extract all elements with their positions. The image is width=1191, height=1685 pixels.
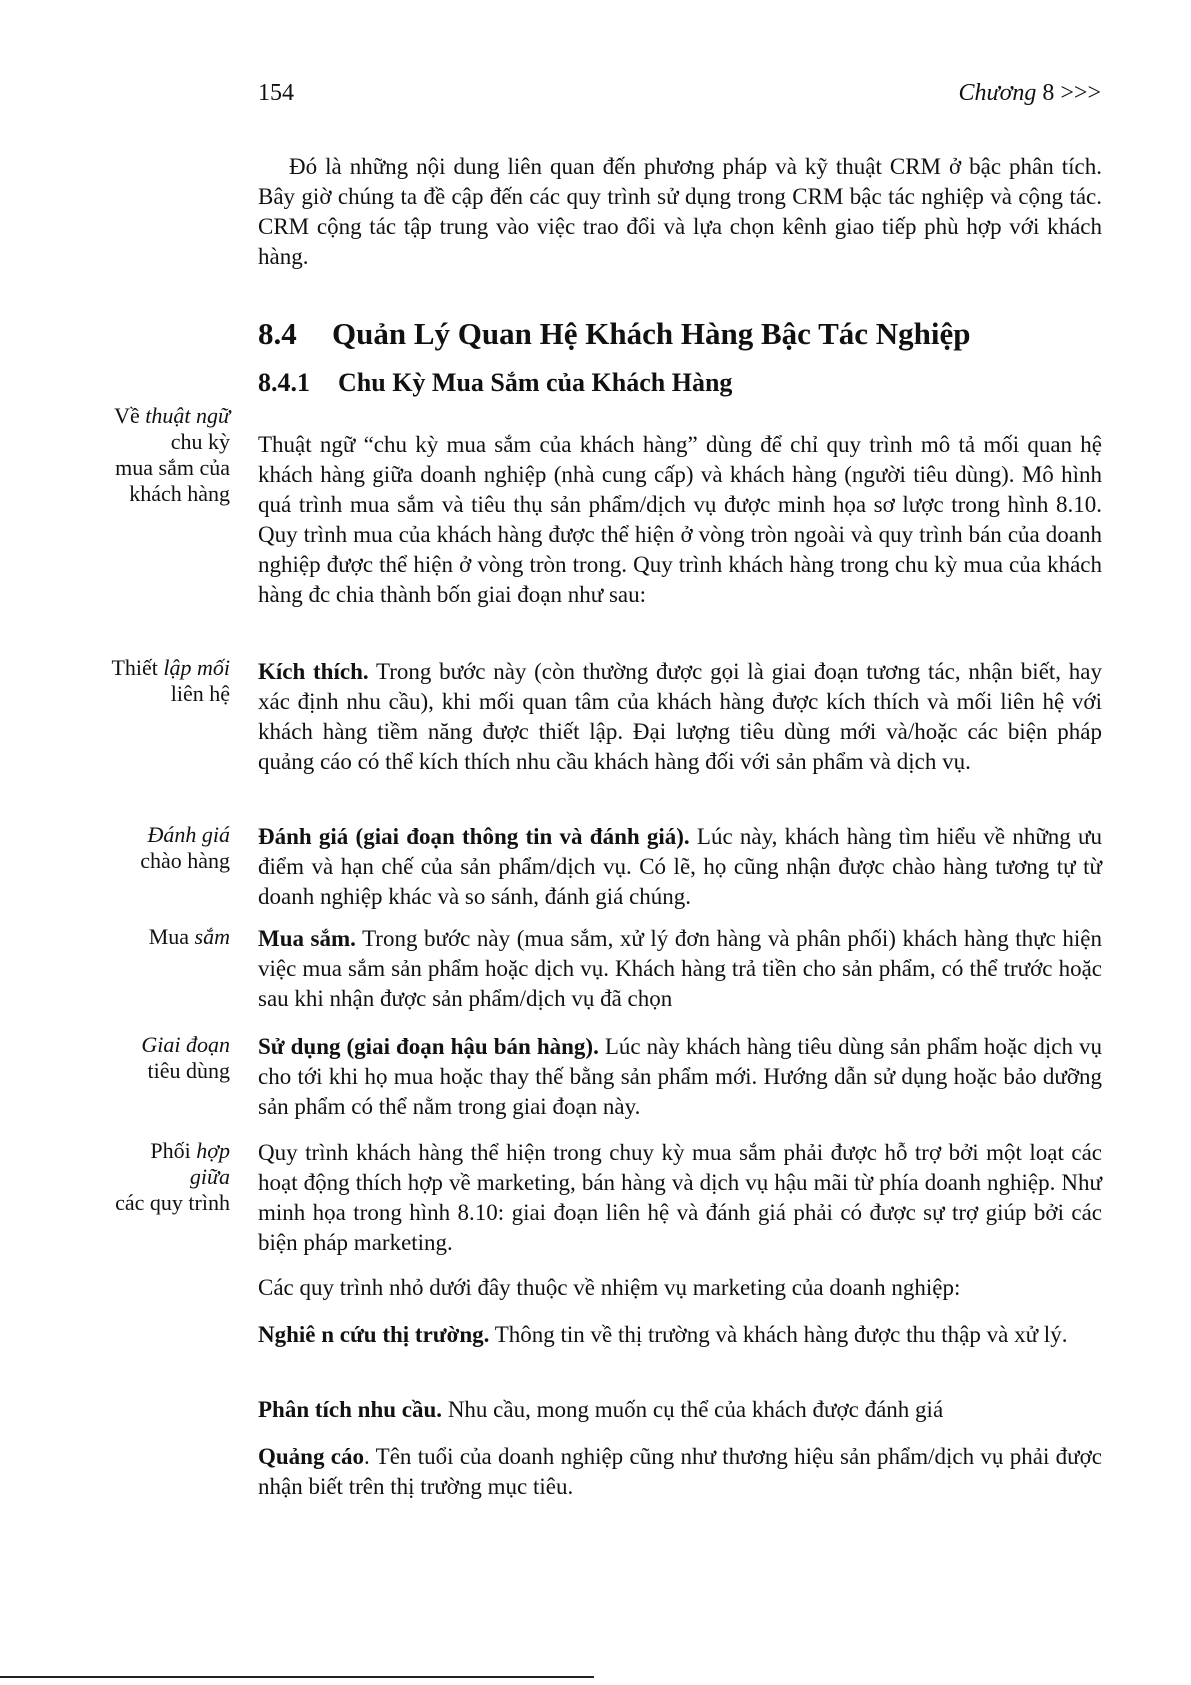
margin-note-text: Giai đoạn bbox=[141, 1032, 230, 1057]
paragraph-needs bbox=[258, 1395, 1102, 1425]
paragraph-research bbox=[258, 1320, 1102, 1350]
paragraph-text: Lúc này, khách hàng tìm hiểu về những ưu điểm và hạn chế của sản phẩm/dịch vụ. Có lẽ, họ cũng nhận được chào hàng tương tự từ doanh nghiệp khác và so sánh, đánh giá chúng. bbox=[258, 824, 1102, 909]
section-number: 8.4 bbox=[258, 316, 297, 351]
paragraph-text: Thuật ngữ “chu kỳ mua sắm của khách hàng” dùng để chỉ quy trình mô tả mối quan hệ khách hàng giữa doanh nghiệp (nhà cung cấp) và khách hàng (người tiêu dùng). Mô hình quá trình mua sắm và tiêu thụ sản phẩm/dịch vụ được minh họa sơ lược trong hình 8.10. Quy trình mua của khách hàng được thể hiện ở vòng tròn ngoài và quy trình bán của doanh nghiệp được thể hiện ở vòng tròn trong. Quy trình khách hàng trong chu kỳ mua của khách hàng đc chia thành bốn giai đoạn như sau: bbox=[258, 432, 1102, 607]
paragraph-purchase bbox=[258, 924, 1102, 1014]
paragraph-lead: Kích thích. bbox=[258, 659, 369, 684]
running-header bbox=[958, 80, 1101, 107]
paragraph-evaluate bbox=[258, 822, 1102, 912]
paragraph-stimulate bbox=[258, 657, 1102, 777]
paragraph-text: Các quy trình nhỏ dưới đây thuộc về nhiệm vụ marketing của doanh nghiệp: bbox=[258, 1275, 961, 1300]
paragraph-subprocesses bbox=[258, 1273, 1102, 1303]
margin-note-coordination bbox=[80, 1138, 230, 1216]
chapter-number: 8 bbox=[1042, 80, 1055, 106]
margin-note-text: các quy trình bbox=[115, 1190, 230, 1215]
paragraph-use bbox=[258, 1032, 1102, 1122]
paragraph-text: Thông tin về thị trường và khách hàng được thu thập và xử lý. bbox=[489, 1322, 1068, 1347]
paragraph-text: Nhu cầu, mong muốn cụ thể của khách được đánh giá bbox=[442, 1397, 944, 1422]
paragraph-text: Quy trình khách hàng thể hiện trong chuy kỳ mua sắm phải được hỗ trợ bởi một loạt các hoạt động thích hợp về marketing, bán hàng và dịch vụ hậu mãi từ phía doanh nghiệp. Như minh họa trong hình 8.10: giai đoạn liên hệ và đánh giá phải có được sự trợ giúp bởi các biện pháp marketing. bbox=[258, 1140, 1102, 1255]
margin-note-text: liên hệ bbox=[170, 681, 230, 706]
section-title: Quản Lý Quan Hệ Khách Hàng Bậc Tác Nghiệp bbox=[332, 316, 971, 351]
subsection-title: Chu Kỳ Mua Sắm của Khách Hàng bbox=[338, 368, 733, 397]
intro-paragraph: Đó là những nội dung liên quan đến phương pháp và kỹ thuật CRM ở bậc phân tích. Bây giờ chúng ta đề cập đến các quy trình sử dụng trong CRM bậc tác nghiệp và cộng tác. CRM cộng tác tập trung vào việc trao đổi và lựa chọn kênh giao tiếp phù hợp với khách hàng. bbox=[258, 154, 1102, 269]
paragraph-ads bbox=[258, 1442, 1102, 1502]
section-heading bbox=[258, 316, 971, 352]
margin-note-text: chu kỳ bbox=[170, 429, 230, 454]
footer-divider bbox=[0, 1676, 594, 1678]
paragraph-lead: Phân tích nhu cầu. bbox=[258, 1397, 443, 1422]
margin-note-text: chào hàng bbox=[140, 848, 230, 873]
margin-note-text: hợp bbox=[196, 1138, 230, 1163]
paragraph-text: Lúc này khách hàng tiêu dùng sản phẩm hoặc dịch vụ cho tới khi họ mua hoặc thay thế bằng sản phẩm mới. Hướng dẫn sử dụng hoặc bảo dưỡng sản phẩm có thể nằm trong giai đoạn này. bbox=[258, 1034, 1102, 1119]
margin-note-text: Mua bbox=[148, 924, 195, 949]
margin-note-text: lập mối bbox=[163, 655, 230, 680]
margin-note-text: thuật ngữ bbox=[145, 403, 230, 428]
subsection-heading bbox=[258, 368, 732, 398]
paragraph-text: Trong bước này (còn thường được gọi là giai đoạn tương tác, nhận biết, hay xác định nhu cầu), khi mối quan tâm của khách hàng được kích thích và mối liên hệ với khách hàng tiềm năng được thiết lập. Đại lượng tiêu dùng mới và/hoặc các biện pháp quảng cáo có thể kích thích nhu cầu khách hàng đối với sản phẩm và dịch vụ. bbox=[258, 659, 1103, 774]
chapter-arrows: >>> bbox=[1060, 80, 1101, 106]
margin-note-evaluate bbox=[80, 822, 230, 874]
intro-block bbox=[258, 152, 1102, 272]
margin-note-text: Đánh giá bbox=[147, 822, 230, 847]
margin-note-text: Thiết bbox=[111, 655, 164, 680]
margin-note-text: khách hàng bbox=[129, 481, 230, 506]
margin-note-text: Về bbox=[114, 403, 146, 428]
margin-note-text: tiêu dùng bbox=[147, 1058, 230, 1083]
page-number: 154 bbox=[258, 80, 294, 106]
paragraph-term bbox=[258, 430, 1102, 610]
chapter-label: Chương bbox=[958, 80, 1037, 106]
margin-note-use bbox=[80, 1032, 230, 1084]
margin-note-text: mua sắm của bbox=[115, 455, 230, 480]
margin-note-text: sắm bbox=[194, 924, 230, 949]
subsection-number: 8.4.1 bbox=[258, 368, 310, 397]
paragraph-lead: Mua sắm. bbox=[258, 926, 356, 951]
paragraph-text: Trong bước này (mua sắm, xử lý đơn hàng và phân phối) khách hàng thực hiện việc mua sắm sản phẩm hoặc dịch vụ. Khách hàng trả tiền cho sản phẩm, có thể trước hoặc sau khi nhận được sản phẩm/dịch vụ đã chọn bbox=[258, 926, 1102, 1011]
paragraph-lead: Quảng cáo bbox=[258, 1444, 364, 1469]
margin-note-purchase bbox=[80, 924, 230, 950]
paragraph-lead: Nghiê n cứu thị trường. bbox=[258, 1322, 490, 1347]
margin-note-contact bbox=[80, 655, 230, 707]
paragraph-lead: Sử dụng (giai đoạn hậu bán hàng). bbox=[258, 1034, 599, 1059]
margin-note-term bbox=[80, 403, 230, 507]
paragraph-text: . Tên tuổi của doanh nghiệp cũng như thương hiệu sản phẩm/dịch vụ phải được nhận biết trên thị trường mục tiêu. bbox=[258, 1444, 1102, 1499]
margin-note-text: Phối bbox=[150, 1138, 197, 1163]
margin-note-text: giữa bbox=[189, 1164, 230, 1189]
paragraph-coordination bbox=[258, 1138, 1102, 1258]
paragraph-lead: Đánh giá (giai đoạn thông tin và đánh giá). bbox=[258, 824, 690, 849]
